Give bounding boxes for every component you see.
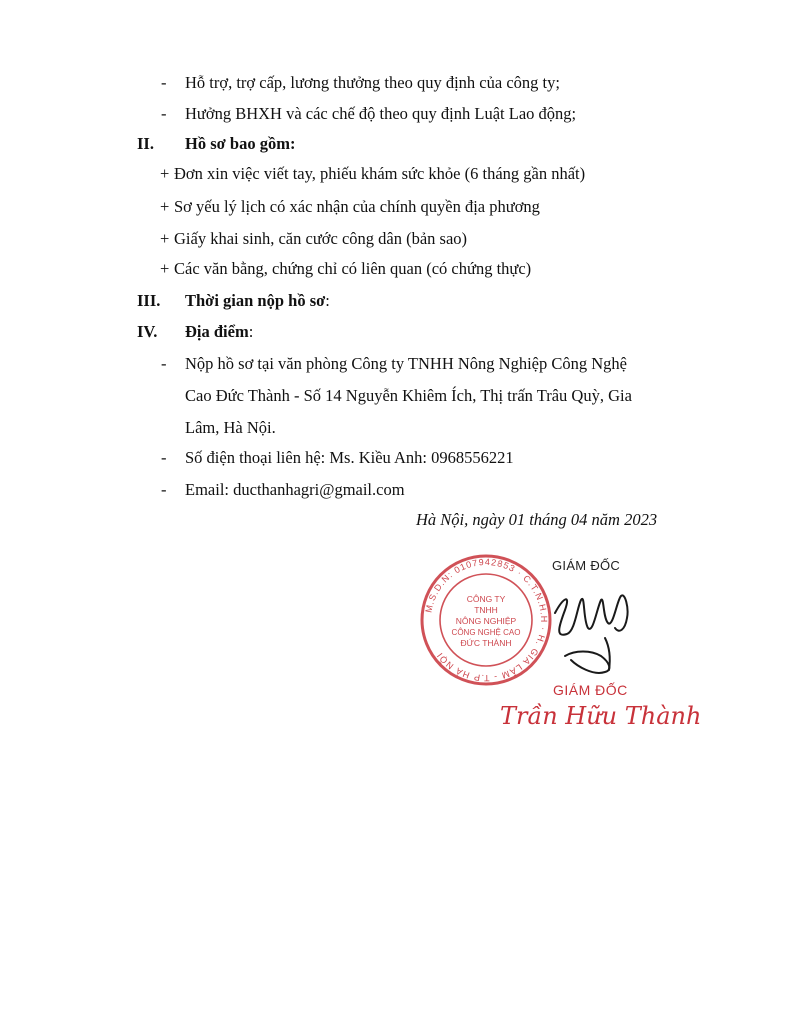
signature-stroke — [605, 638, 610, 670]
contact-phone-text: Số điện thoại liên hệ: Ms. Kiều Anh: 0968556221 — [185, 448, 514, 467]
bullet-plus: + — [160, 259, 170, 278]
document-text: Giấy khai sinh, căn cước công dân (bản sao) — [174, 229, 468, 248]
seal-ring-text: M.S.D.N: 0107942853 · C.T.N.H.H · H. GIA LÂM - T.P HÀ NỘI — [423, 556, 550, 684]
bullet-dash: - — [161, 480, 167, 499]
bullet-plus: + — [160, 164, 170, 183]
document-text: Các văn bằng, chứng chỉ có liên quan (có chứng thực) — [174, 259, 532, 278]
seal-line-2: TNHH — [474, 605, 498, 615]
seal-line-1: CÔNG TY — [466, 594, 506, 604]
section-title-text: Thời gian nộp hồ sơ — [185, 291, 326, 310]
document-text: Sơ yếu lý lịch có xác nhận của chính quyền địa phương — [174, 197, 540, 216]
seal-line-5: ĐỨC THÀNH — [460, 638, 512, 648]
seal-line-4: CÔNG NGHỆ CAO — [451, 628, 521, 637]
place-date: Hà Nội, ngày 01 tháng 04 năm 2023 — [416, 510, 658, 529]
signature-stroke — [555, 595, 628, 634]
section-title-text: Địa điểm — [185, 322, 249, 341]
document-text: Đơn xin việc viết tay, phiếu khám sức khỏe (6 tháng gần nhất) — [174, 164, 586, 183]
signature-stroke — [565, 652, 609, 673]
location-line-2: Cao Đức Thành - Số 14 Nguyễn Khiêm Ích, Thị trấn Trâu Quỳ, Gia — [185, 386, 632, 405]
section-title — [185, 291, 330, 311]
location-line-3: Lâm, Hà Nội. — [185, 418, 276, 437]
benefit-text: Hỗ trợ, trợ cấp, lương thưởng theo quy định của công ty; — [185, 73, 560, 92]
signature-block — [405, 538, 710, 743]
section-numeral: II. — [137, 134, 154, 153]
section-title-colon: : — [325, 291, 330, 310]
bullet-plus: + — [160, 229, 170, 248]
section-title — [185, 322, 253, 342]
bullet-dash: - — [161, 73, 167, 92]
contact-email-text: Email: ducthanhagri@gmail.com — [185, 480, 405, 499]
bullet-dash: - — [161, 104, 167, 123]
bullet-dash: - — [161, 448, 167, 467]
benefit-text: Hưởng BHXH và các chế độ theo quy định Luật Lao động; — [185, 104, 577, 123]
seal-line-3: NÔNG NGHIỆP — [455, 616, 517, 626]
director-title: GIÁM ĐỐC — [553, 682, 628, 698]
section-title-colon: : — [248, 322, 254, 341]
section-numeral: IV. — [137, 322, 158, 341]
director-name: Trần Hữu Thành — [500, 702, 702, 730]
director-title-top: GIÁM ĐỐC — [552, 558, 621, 573]
bullet-dash: - — [161, 354, 167, 373]
location-line-1: Nộp hồ sơ tại văn phòng Công ty TNHH Nông Nghiệp Công Nghệ — [185, 354, 627, 373]
section-title: Hồ sơ bao gồm: — [185, 134, 296, 153]
section-numeral: III. — [137, 291, 161, 310]
bullet-plus: + — [160, 197, 170, 216]
